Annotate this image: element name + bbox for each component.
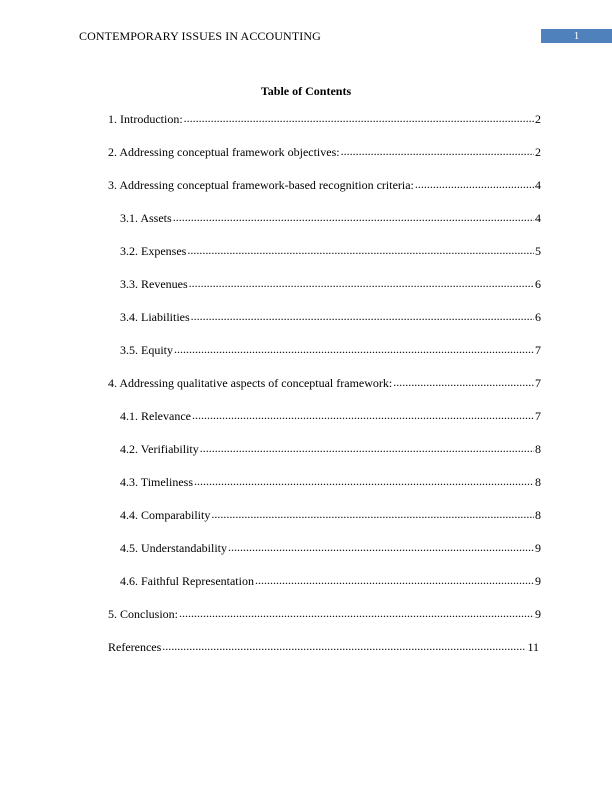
toc-entry-page: 5 [535,244,541,258]
toc-entry-label: 2. Addressing conceptual framework objectives: [108,145,340,159]
toc-dot-leader [200,440,534,456]
toc-entry-page: 7 [535,376,541,390]
toc-dot-leader [192,407,534,423]
toc-entry-label: 3.1. Assets [120,211,172,225]
toc-entry-page: 8 [535,508,541,522]
toc-entry-page: 8 [535,442,541,456]
toc-entry-page: 7 [535,409,541,423]
toc-dot-leader [341,143,534,159]
toc-entry-label: 4.1. Relevance [120,409,191,423]
toc-entry-label: 4.6. Faithful Representation [120,574,254,588]
toc-entry-label: 3.4. Liabilities [120,310,190,324]
toc-entry-page: 2 [535,112,541,126]
toc-dot-leader [179,605,534,621]
toc-entry-label: 3.5. Equity [120,343,173,357]
toc-dot-leader [184,110,534,126]
header-title: CONTEMPORARY ISSUES IN ACCOUNTING [79,29,321,43]
toc-entry[interactable] [120,309,541,325]
toc-entry-page: 6 [535,310,541,324]
toc-entry[interactable] [120,408,541,424]
toc-entry-page: 9 [535,607,541,621]
toc-dot-leader [211,506,534,522]
toc-entry-label: 3. Addressing conceptual framework-based recognition criteria: [108,178,414,192]
toc-entry[interactable] [120,243,541,259]
toc-entry[interactable] [120,507,541,523]
toc-dot-leader [228,539,534,555]
toc-dot-leader [189,275,534,291]
toc-entry[interactable] [120,342,541,358]
toc-entry[interactable] [120,573,541,589]
toc-title: Table of Contents [260,84,352,98]
toc-entry-page: 2 [535,145,541,159]
toc-entry-label: 4. Addressing qualitative aspects of conceptual framework: [108,376,393,390]
toc-entry[interactable] [108,177,541,193]
toc-entry-page: 4 [535,178,541,192]
toc-entry-page: 4 [535,211,541,225]
toc-entry[interactable] [120,210,541,226]
toc-entry[interactable] [120,540,541,556]
toc-entry[interactable] [108,375,541,391]
toc-dot-leader [174,341,534,357]
toc-entry-label: 4.5. Understandability [120,541,227,555]
toc-dot-leader [255,572,534,588]
toc-entry-page: 6 [535,277,541,291]
toc-entry-page: 7 [535,343,541,357]
toc-entry-page: 9 [535,574,541,588]
toc-dot-leader [162,638,526,654]
toc-entry-label: 4.2. Verifiability [120,442,199,456]
toc-entry-label: References [108,640,162,654]
toc-entry[interactable] [120,441,541,457]
page-number: 1 [541,29,612,43]
toc-entry-page: 8 [535,475,541,489]
toc-entry-label: 5. Conclusion: [108,607,179,621]
toc-entry-label: 4.4. Comparability [120,508,211,522]
toc-entry[interactable] [120,276,541,292]
toc-entry[interactable] [120,474,541,490]
toc-entry[interactable] [108,639,539,655]
toc-dot-leader [191,308,534,324]
toc-entry[interactable] [108,111,541,127]
toc-dot-leader [393,374,534,390]
toc-entry-label: 4.3. Timeliness [120,475,194,489]
toc-entry-page: 9 [535,541,541,555]
toc-dot-leader [173,209,534,225]
toc-entry[interactable] [108,606,541,622]
toc-dot-leader [187,242,534,258]
toc-entry-page: 11 [527,640,539,654]
toc-entry-label: 3.3. Revenues [120,277,188,291]
toc-entry-label: 3.2. Expenses [120,244,187,258]
toc-entry[interactable] [108,144,541,160]
toc-entry-label: 1. Introduction: [108,112,183,126]
toc-dot-leader [415,176,534,192]
toc-dot-leader [194,473,534,489]
